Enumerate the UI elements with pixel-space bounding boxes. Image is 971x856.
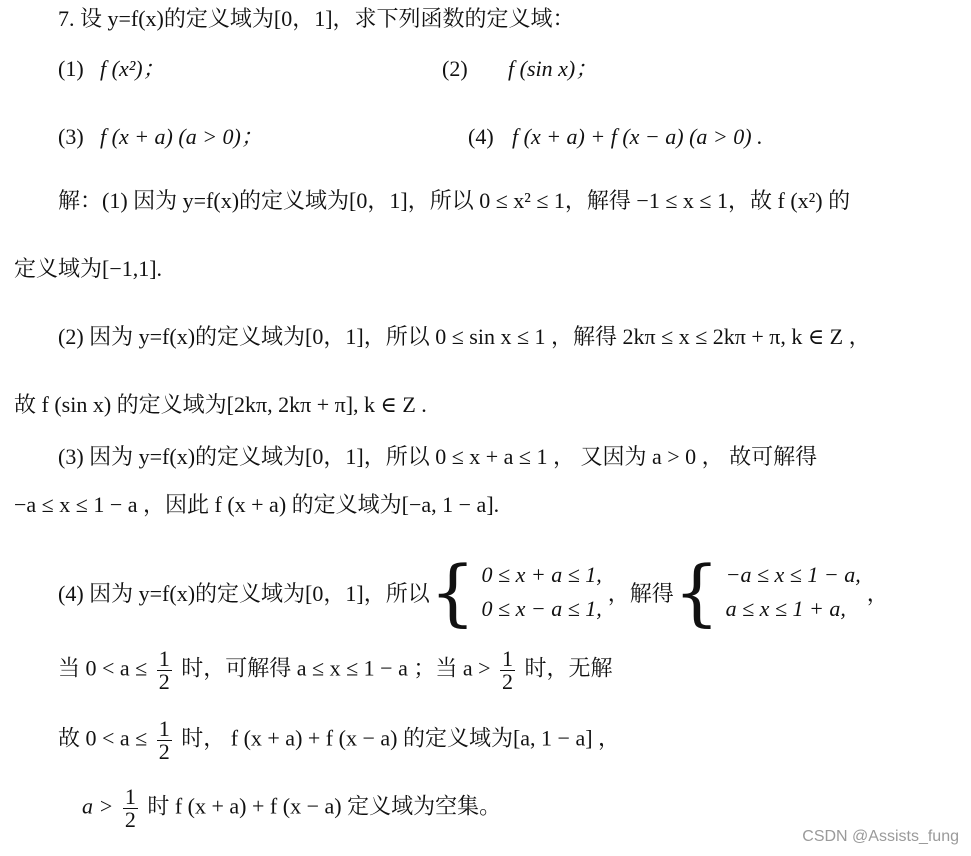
question-4-expression: f (x + a) + f (x − a) (a > 0) . xyxy=(512,124,763,149)
question-2-expression: f (sin x)； xyxy=(508,56,598,81)
fraction-half xyxy=(157,718,172,763)
fraction-half xyxy=(123,786,138,831)
fraction-denominator: 2 xyxy=(124,807,136,832)
fraction-half xyxy=(500,648,515,693)
case-1-part-2: 时，可解得 a ≤ x ≤ 1 − a ；当 a > xyxy=(181,655,491,681)
case-2-part-2: 时， f (x + a) + f (x − a) 的定义域为[a, 1 − a] ， xyxy=(181,725,621,751)
case-3 xyxy=(82,786,501,831)
solution-3-line-2: −a ≤ x ≤ 1 − a ，因此 f (x + a) 的定义域为[−a, 1 − a]. xyxy=(14,492,500,517)
solution-1-line-1: 解：(1) 因为 y=f(x)的定义域为[0，1]，所以 0 ≤ x² ≤ 1，解得 −1 ≤ x ≤ 1，故 f (x²) 的 xyxy=(58,188,851,213)
solution-4-prefix: (4) 因为 y=f(x)的定义域为[0，1]，所以 xyxy=(58,580,430,606)
problem-title: 7. 设 y=f(x)的定义域为[0，1]，求下列函数的定义域： xyxy=(58,6,575,31)
question-1-label: (1) xyxy=(58,56,84,81)
system-2 xyxy=(726,562,861,622)
solution-2-line-1: (2) 因为 y=f(x)的定义域为[0，1]，所以 0 ≤ sin x ≤ 1 ，解得 2kπ ≤ x ≤ 2kπ + π, k ∈ Z ， xyxy=(58,324,871,349)
left-brace-icon: { xyxy=(673,550,720,634)
solution-4-mid: ，解得 xyxy=(607,580,674,606)
question-1-expression: f (x²)； xyxy=(100,56,165,81)
question-2-label: (2) xyxy=(442,56,468,81)
solution-3-line-1: (3) 因为 y=f(x)的定义域为[0，1]，所以 0 ≤ x + a ≤ 1 ， 又因为 a > 0 ， 故可解得 xyxy=(58,444,818,469)
system-1-line-b: 0 ≤ x − a ≤ 1, xyxy=(481,596,602,621)
system-2-line-b: a ≤ x ≤ 1 + a, xyxy=(725,596,846,621)
fraction-denominator: 2 xyxy=(158,669,170,694)
system-2-line-a: −a ≤ x ≤ 1 − a, xyxy=(725,562,861,587)
fraction-half xyxy=(157,648,172,693)
fraction-numerator: 1 xyxy=(158,716,170,741)
fraction-denominator: 2 xyxy=(158,739,170,764)
case-3-part-1: a > xyxy=(82,793,114,819)
case-1-part-3: 时，无解 xyxy=(524,655,613,681)
case-2 xyxy=(58,718,620,763)
solution-4-row xyxy=(58,550,889,634)
fraction-numerator: 1 xyxy=(124,784,136,809)
solution-4-suffix: ， xyxy=(866,580,889,606)
question-4-label: (4) xyxy=(468,124,494,149)
fraction-numerator: 1 xyxy=(158,646,170,671)
fraction-numerator: 1 xyxy=(502,646,514,671)
case-3-part-2: 时 f (x + a) + f (x − a) 定义域为空集。 xyxy=(147,793,502,819)
case-1-part-1: 当 0 < a ≤ xyxy=(58,655,148,681)
question-3-expression: f (x + a) (a > 0)； xyxy=(100,124,263,149)
case-1 xyxy=(58,648,613,693)
fraction-denominator: 2 xyxy=(502,669,514,694)
question-3-label: (3) xyxy=(58,124,84,149)
left-brace-icon: { xyxy=(429,550,476,634)
solution-1-line-2: 定义域为[−1,1]. xyxy=(14,256,163,281)
solution-2-line-2: 故 f (sin x) 的定义域为[2kπ, 2kπ + π], k ∈ Z . xyxy=(14,392,427,417)
system-1 xyxy=(482,562,602,622)
system-1-line-a: 0 ≤ x + a ≤ 1, xyxy=(481,562,602,587)
case-2-part-1: 故 0 < a ≤ xyxy=(58,725,148,751)
csdn-watermark: CSDN @Assists_fung xyxy=(802,828,959,845)
